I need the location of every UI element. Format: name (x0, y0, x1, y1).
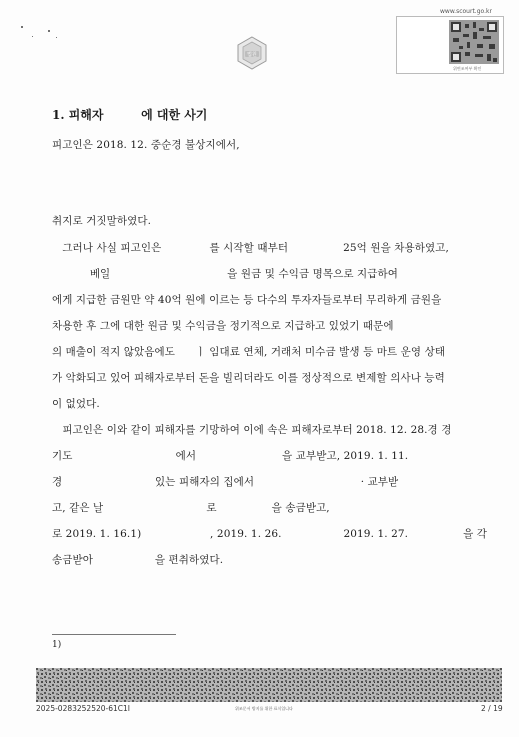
body-line: 고, 같은 날 로 을 송금받고, (52, 502, 330, 514)
body-line: 송금받아 을 편취하였다. (52, 554, 224, 566)
body-line: 가 악화되고 있어 피해자로부터 돈을 빌리더라도 이를 정상적으로 변제할 의사나 능력 (52, 372, 445, 384)
body-line: 로 2019. 1. 16.1) , 2019. 1. 26. 2019. 1. 27. 을 각 (52, 528, 488, 540)
qr-code-icon (449, 20, 499, 64)
footnote-divider (52, 634, 176, 635)
qr-caption: 위변조여부 확인 (453, 66, 482, 71)
body-line: 피고인은 2018. 12. 중순경 불상지에서, (52, 139, 240, 151)
body-line: 그러나 사실 피고인은 를 시작할 때부터 25억 원을 차용하였고, (52, 242, 449, 254)
body-line: 이 없었다. (52, 398, 100, 410)
body-line: 차용한 후 그에 대한 원금 및 수익금을 정기적으로 지급하고 있었기 때문에 (52, 320, 394, 332)
document-number: 2025-0283252520-61C1I (36, 704, 130, 713)
scan-speck (32, 36, 33, 37)
body-line: 의 매출이 적지 않았음에도 ㅣ 임대료 연체, 거래처 미수금 발생 등 마트 운영 상태 (52, 346, 446, 358)
body-line: 경 있는 피해자의 집에서 · 교부받 (52, 476, 399, 488)
section-heading: 1. 피해자 에 대한 사기 (52, 108, 208, 122)
scan-speck (48, 30, 50, 32)
footnote-marker: 1) (52, 640, 62, 650)
body-line: 기도 에서 을 교부받고, 2019. 1. 11. (52, 450, 409, 462)
security-pattern-band (36, 668, 502, 702)
body-line: 취지로 거짓말하였다. (52, 215, 152, 227)
page-number: 2 / 19 (481, 704, 503, 713)
forgery-notice: 위조문서 방지를 위한 표식입니다 (235, 706, 293, 711)
emblem-label: 법원 (247, 52, 257, 58)
scan-speck (56, 37, 57, 38)
scan-speck (21, 26, 23, 28)
court-emblem-icon (235, 36, 269, 70)
body-line: 에게 지급한 금원만 약 40억 원에 이르는 등 다수의 투자자들로부터 무리하게 금원을 (52, 294, 442, 306)
body-line: 베일 을 원금 및 수익금 명목으로 지급하여 (52, 268, 399, 280)
court-url: www.scourt.go.kr (440, 8, 492, 15)
body-line: 피고인은 이와 같이 피해자를 기망하여 이에 속은 피해자로부터 2018. 12. 28.경 경 (52, 424, 452, 436)
